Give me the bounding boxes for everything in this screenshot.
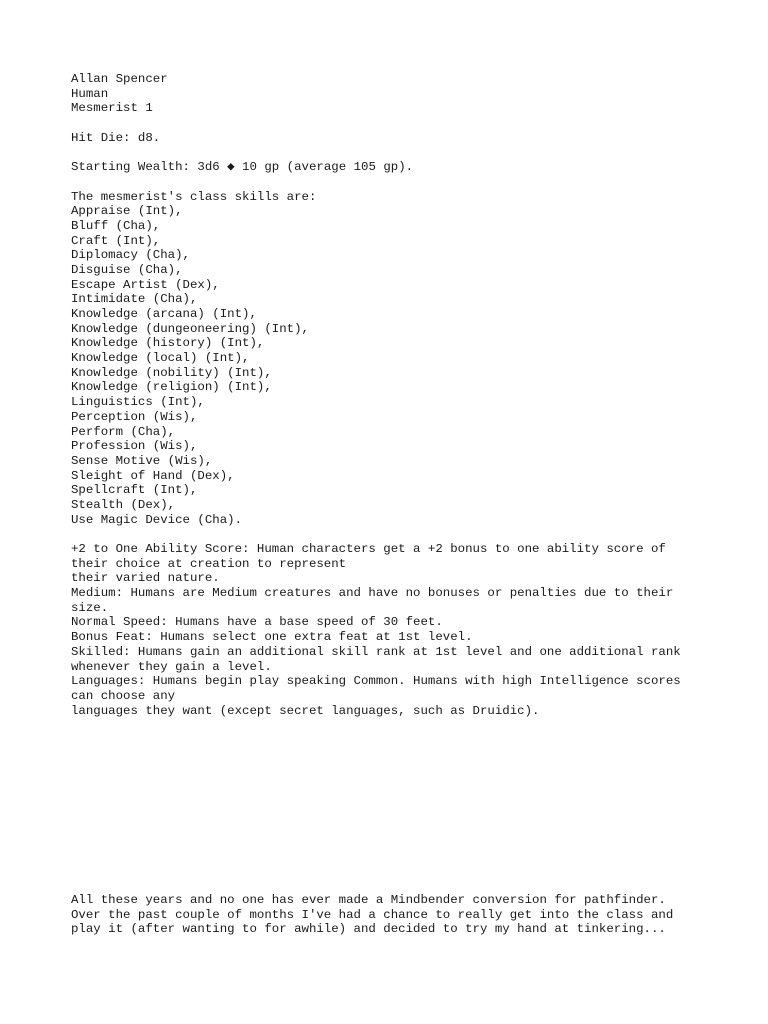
class-skill-item: Appraise (Int), [71, 204, 183, 219]
class-skill-item: Escape Artist (Dex), [71, 277, 220, 292]
class-skill-item: Sense Motive (Wis), [71, 453, 213, 468]
racial-trait-line: can choose any [71, 688, 176, 703]
character-race: Human [71, 86, 109, 101]
class-skill-item: Disguise (Cha), [71, 262, 183, 277]
starting-wealth: Starting Wealth: 3d6 ◆ 10 gp (average 105 gp). [71, 160, 414, 175]
racial-trait-line: +2 to One Ability Score: Human characters get a +2 bonus to one ability score of [71, 542, 666, 556]
racial-trait-line: Bonus Feat: Humans select one extra feat at 1st level. [71, 630, 473, 645]
class-skill-item: Perform (Cha), [71, 424, 176, 439]
racial-trait-line: their choice at creation to represent [71, 556, 347, 571]
class-skill-item: Diplomacy (Cha), [71, 248, 190, 263]
footer-line: All these years and no one has ever made a Mindbender conversion for pathfinder. [71, 893, 666, 907]
class-skill-item: Use Magic Device (Cha). [71, 512, 243, 527]
class-skill-item: Knowledge (dungeoneering) (Int), [71, 321, 309, 336]
footer-paragraph [71, 893, 701, 937]
class-skill-item: Intimidate (Cha), [71, 292, 198, 307]
spacer [71, 175, 701, 190]
spacer [71, 145, 701, 160]
class-skills-list [71, 204, 701, 527]
class-skill-item: Craft (Int), [71, 233, 161, 248]
footer-line: play it (after wanting to for awhile) and decided to try my hand at tinkering... [71, 922, 666, 937]
racial-trait-line: Normal Speed: Humans have a base speed of 30 feet. [71, 615, 443, 630]
document-body [71, 72, 701, 718]
class-skill-item: Profession (Wis), [71, 439, 198, 454]
racial-trait-line: Languages: Humans begin play speaking Common. Humans with high Intelligence scores [71, 674, 681, 689]
class-skill-item: Knowledge (history) (Int), [71, 336, 265, 351]
character-class-level: Mesmerist 1 [71, 101, 153, 116]
class-skill-item: Knowledge (local) (Int), [71, 351, 250, 366]
racial-trait-line: languages they want (except secret languages, such as Druidic). [71, 703, 540, 718]
racial-traits-section [71, 542, 701, 718]
racial-trait-line: size. [71, 600, 109, 615]
class-skill-item: Linguistics (Int), [71, 395, 205, 410]
racial-trait-line: whenever they gain a level. [71, 659, 272, 674]
spacer [71, 527, 701, 542]
class-skill-item: Spellcraft (Int), [71, 483, 198, 498]
class-skills-section [71, 190, 701, 528]
class-skill-item: Bluff (Cha), [71, 218, 161, 233]
hit-die: Hit Die: d8. [71, 130, 161, 145]
class-skill-item: Knowledge (nobility) (Int), [71, 365, 272, 380]
racial-trait-line: Medium: Humans are Medium creatures and have no bonuses or penalties due to their [71, 586, 674, 601]
spacer [71, 116, 701, 131]
racial-trait-line: their varied nature. [71, 571, 220, 586]
class-skill-item: Perception (Wis), [71, 409, 198, 424]
class-skill-item: Knowledge (religion) (Int), [71, 380, 272, 395]
class-skills-intro: The mesmerist's class skills are: [71, 189, 317, 204]
class-skill-item: Stealth (Dex), [71, 497, 176, 512]
racial-trait-line: Skilled: Humans gain an additional skill rank at 1st level and one additional rank [71, 644, 681, 659]
class-skill-item: Sleight of Hand (Dex), [71, 468, 235, 483]
character-name: Allan Spencer [71, 72, 168, 86]
class-skill-item: Knowledge (arcana) (Int), [71, 307, 257, 321]
footer-line: Over the past couple of months I've had a chance to really get into the class and [71, 907, 674, 922]
